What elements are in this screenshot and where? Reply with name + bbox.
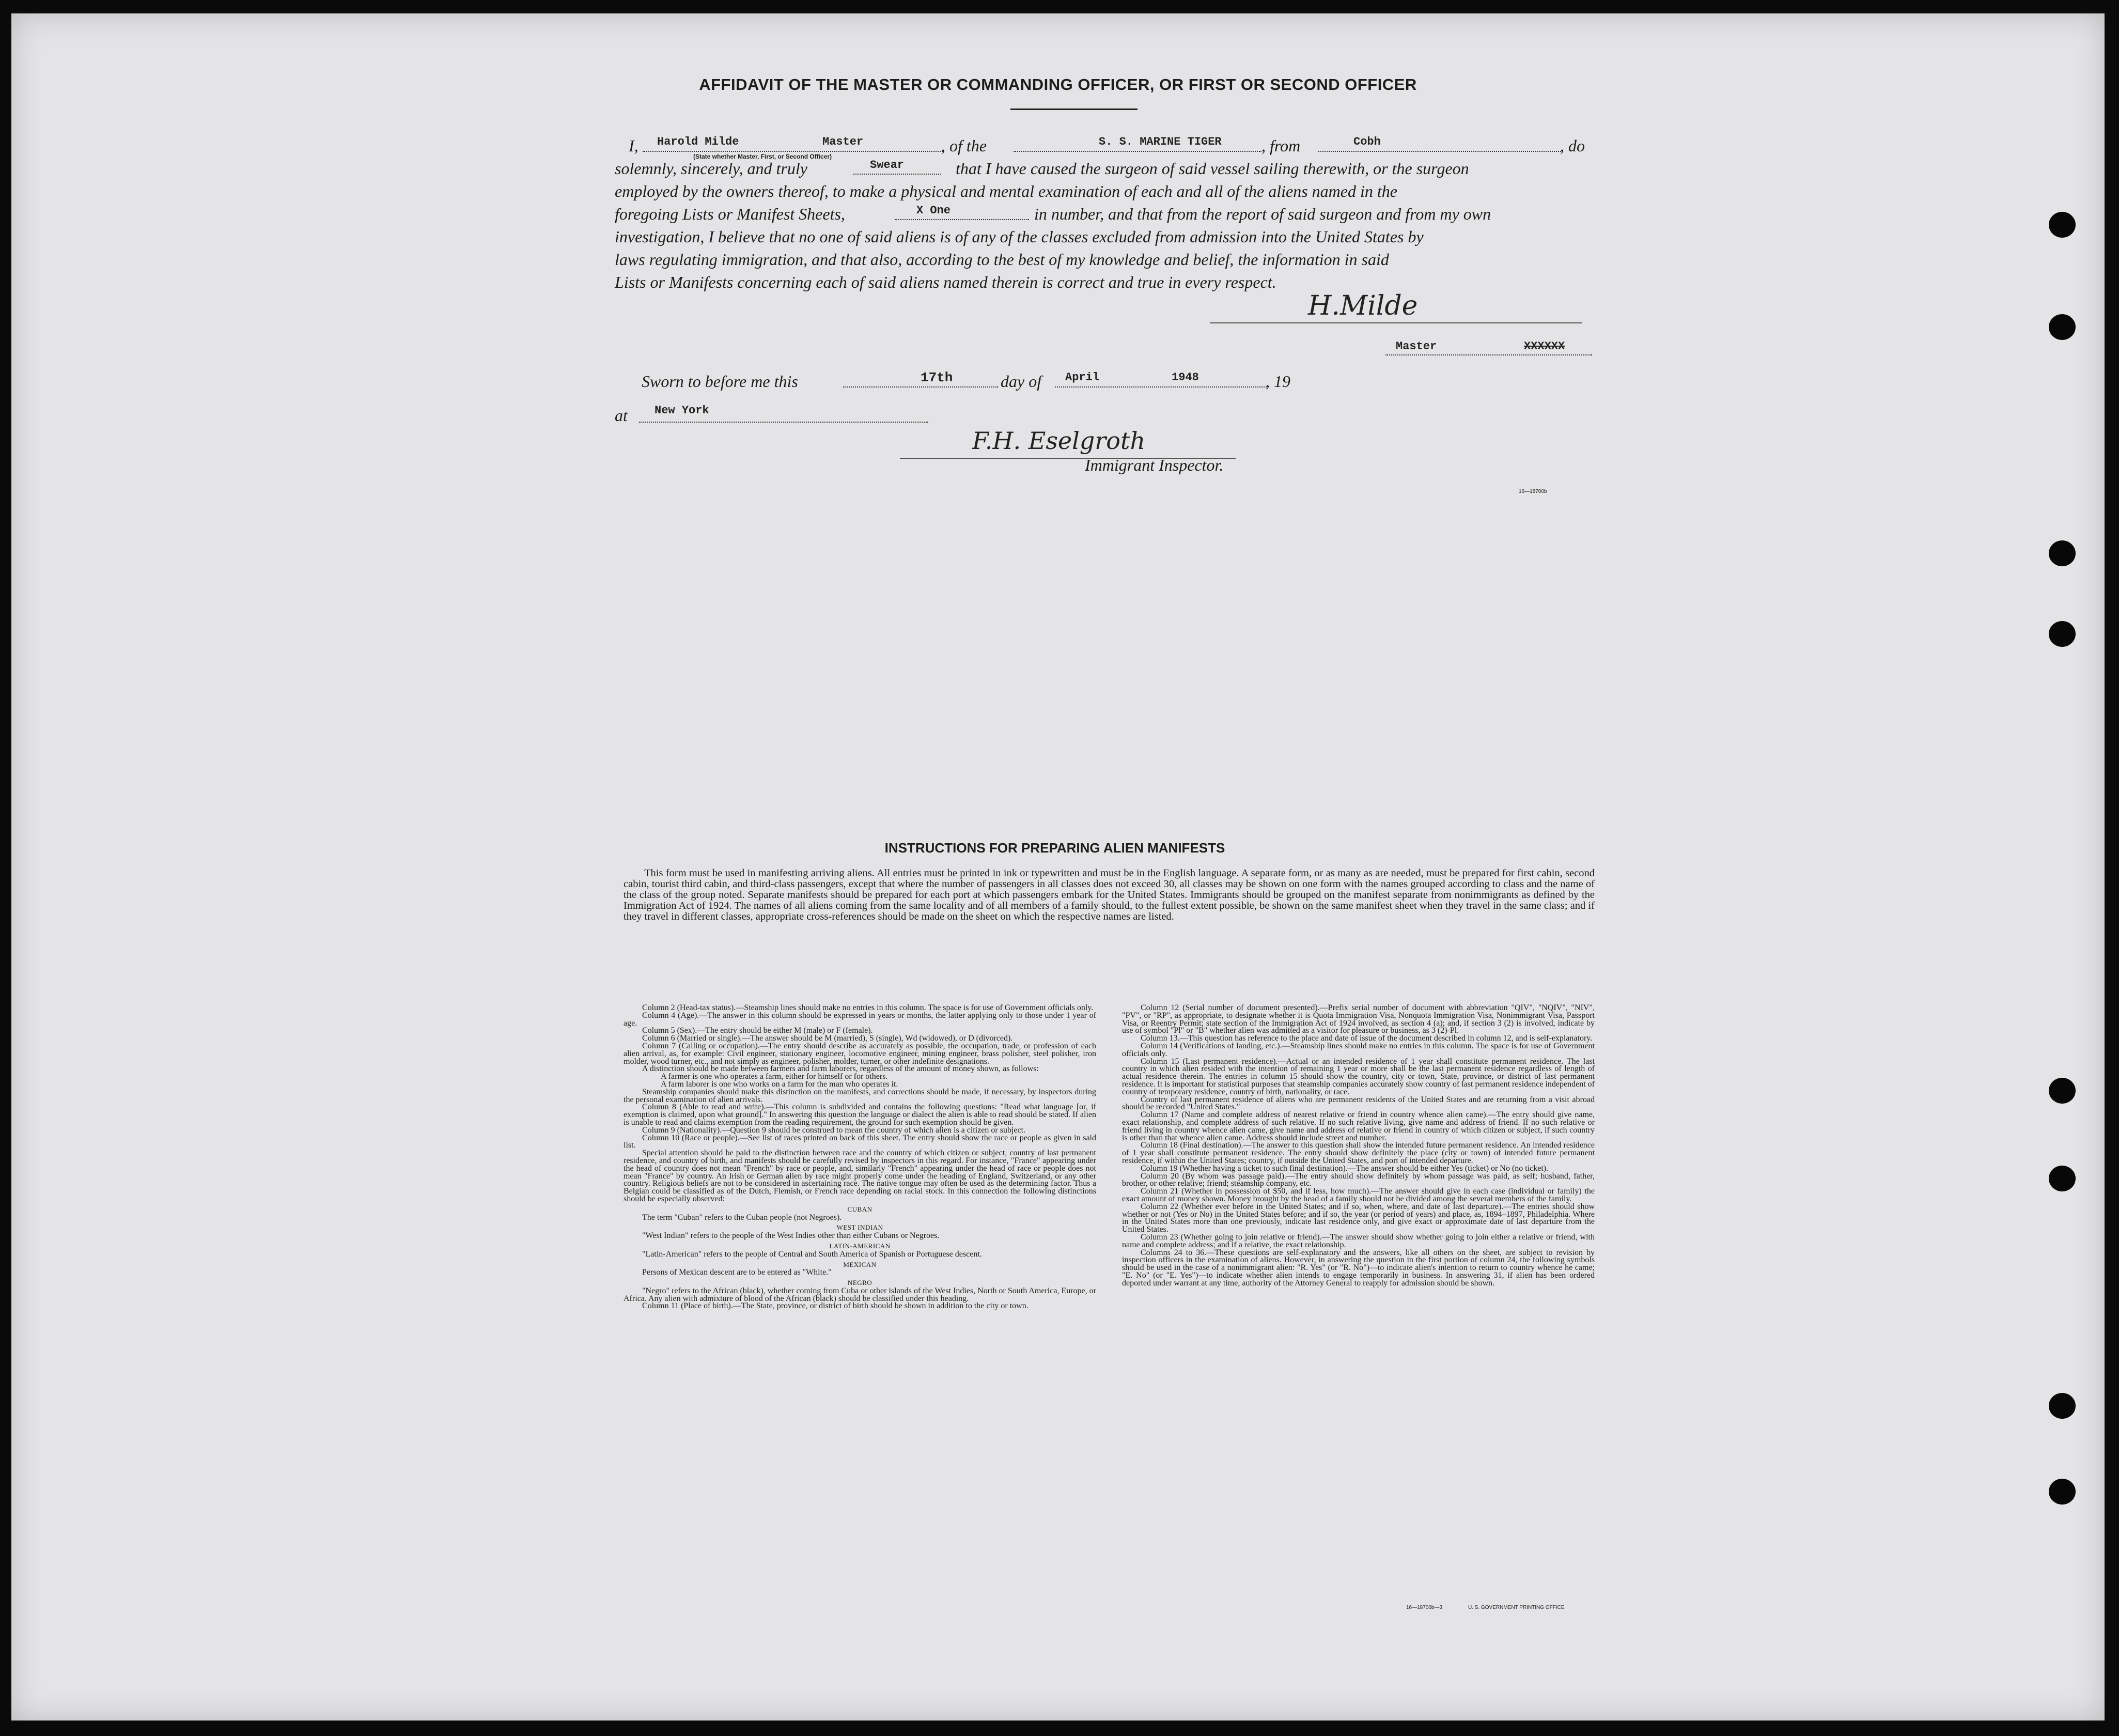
- col10-instruction: Column 10 (Race or people).—See list of races printed on back of this sheet. The entry should show the race or people as given in said list.: [624, 1133, 1096, 1150]
- col19-instruction: Column 19 (Whether having a ticket to such final destination).—The answer should be either Yes (ticket) or No (no ticket).: [1141, 1164, 1549, 1173]
- col20-instruction: Column 20 (By whom was passage paid).—The entry should show definitely by whom passage was paid, as self; husband, father, brother, or other relative; friend; steamship company, etc.: [1122, 1171, 1595, 1188]
- farm-distinction: A distinction should be made between farmers and farm laborers, regardless of the amount of money shown, as follows:: [642, 1064, 1039, 1074]
- affidavit-i: I,: [629, 136, 638, 155]
- document-sheet: [11, 13, 2105, 1721]
- do-text: , do: [1560, 136, 1585, 155]
- line5: investigation, I believe that no one of said aliens is of any of the classes excluded from admission into the United States by: [615, 227, 1424, 246]
- col23-instruction: Column 23 (Whether going to join relative or friend).—The answer should show whether going to join either a relative or friend, with name and complete address; and if a relative, the exact relationship.: [1122, 1232, 1595, 1249]
- month-line: [1055, 386, 1267, 388]
- line4a: foregoing Lists or Manifest Sheets,: [615, 205, 845, 223]
- instructions-intro: [624, 868, 1595, 922]
- col22-instruction: Column 22 (Whether ever before in the United States; and if so, when, where, and date of last departure).—The entries should show whether or not (Yes or No) in the United States before; and if so, the year (or period of years) and place, as, 1894–1897, Philadelphia. Where in the United States more than one previously, indicate last residence only, and give exact or approximate date of last departure from the United States.: [1122, 1202, 1595, 1234]
- negro-definition: "Negro" refers to the African (black), whether coming from Cuba or other islands of the West Indies, North or South America, Europe, or Africa. Any alien with admixture of blood of the African (black) should be classified under this heading.: [624, 1286, 1096, 1303]
- comma-19: , 19: [1266, 372, 1290, 391]
- col11-instruction: Column 11 (Place of birth).—The State, province, or district of birth should be shown in addition to the city or town.: [642, 1301, 1029, 1311]
- col4-instruction: Column 4 (Age).—The answer in this column should be expressed in years or months, the latter applying only to those under 1 year of age.: [624, 1011, 1096, 1028]
- col9-instruction: Column 9 (Nationality).—Question 9 should be construed to mean the country of which alien is a citizen or subject.: [642, 1125, 1026, 1135]
- intro-paragraph: This form must be used in manifesting arriving aliens. All entries must be printed in ink or typewritten and must be in the English language. A separate form, or as many as are needed, must be prepared for first cabin, second cabin, tourist third cabin, and third-class passengers, except that where the number of passengers in all classes does not exceed 30, all classes may be shown on one form with the names grouped according to class and the name of the class of the group noted. Separate manifests should be prepared for each port at which passengers embark for the United States. Immigrants should be grouped on the manifest separate from nonimmigrants as defined by the Immigration Act of 1924. The names of all aliens coming from the same locality and of all members of a family should, to the fullest extent possible, be shown on the same manifest sheet when they travel in the same class; and if they travel in different classes, appropriate cross-references should be made on the sheet on which the respective names are listed.: [624, 867, 1595, 922]
- punch-hole: [2049, 1078, 2076, 1104]
- day-line: [843, 386, 998, 388]
- at-text: at: [615, 406, 628, 425]
- col5-instruction: Column 5 (Sex).—The entry should be either M (male) or F (female).: [642, 1026, 873, 1035]
- punch-hole: [2049, 212, 2076, 238]
- form-number: 16—18700b: [1519, 489, 1547, 494]
- col13-instruction: Column 13.—This question has reference to the place and date of issue of the document described in column 12, and is self-explanatory.: [1141, 1034, 1593, 1043]
- line2-rest: that I have caused the surgeon of said vessel sailing therewith, or the surgeon: [956, 159, 1469, 178]
- col7-instruction: Column 7 (Calling or occupation).—The entry should describe as accurately as possible, the occupation, trade, or profession of each alien arrival, as, for example: Civil engineer, stationary engineer, locomotive engineer, mining engineer, brass polisher, steel polisher, iron molder, wood turner, etc., and not simply as engineer, polisher, molder, turner, or other indefinite designations.: [624, 1041, 1096, 1066]
- line6: laws regulating immigration, and that also, according to the best of my knowledge and belief, the information in said: [615, 250, 1389, 269]
- col18-instruction: Column 18 (Final destination).—The answer to this question shall show the intended future permanent residence. An intended residence of 1 year shall constitute permanent residence. The entry should show definitely the place (city or town) of intended future permanent residence, if within the United States; country, if outside the United States, and port of intended departure.: [1122, 1141, 1595, 1165]
- col8-instruction: Column 8 (Able to read and write).—This column is subdivided and contains the following questions: "Read what language [or, if exemption is claimed, upon what ground]." In answering this question the language or dialect the alien is able to read should be stated. If alien is unable to read and claims exemption from the reading requirement, the ground for such exemption should be given.: [624, 1103, 1096, 1127]
- master-signature-line: [1210, 322, 1582, 323]
- day-of-text: day of: [1001, 372, 1042, 391]
- col2-instruction: Column 2 (Head-tax status).—Steamship lines should make no entries in this column. The space is for use of Government officials only.: [642, 1003, 1094, 1012]
- vessel-name: S. S. MARINE TIGER: [1099, 135, 1222, 148]
- col6-instruction: Column 6 (Married or single).—The answer should be M (married), S (single), Wd (widowed), or D (divorced).: [642, 1034, 1013, 1043]
- punch-hole: [2049, 1393, 2076, 1419]
- col17-instruction: Column 17 (Name and complete address of nearest relative or friend in country whence alien came).—The entry should give name, exact relationship, and complete address of such relative. If no such relative living, give name and address of friend. If no such relative or friend living in country whence alien came, give name and address of relative or friend in country of which citizen or subject, if such country is other than that whence alien came. Address should include street and number.: [1122, 1110, 1595, 1142]
- punch-hole: [2049, 1479, 2076, 1505]
- cuban-definition: The term "Cuban" refers to the Cuban people (not Negroes).: [642, 1213, 842, 1222]
- cuban-heading: CUBAN: [847, 1205, 872, 1213]
- struck-title: XXXXXX: [1524, 340, 1565, 353]
- inspector-signature: F.H. Eselgroth: [972, 427, 1146, 455]
- mexican-heading: MEXICAN: [843, 1260, 877, 1268]
- port-line: [1318, 151, 1561, 152]
- title-rule: [1010, 109, 1138, 110]
- col24-36-instruction: Columns 24 to 36.—These questions are self-explanatory and the answers, like all others on the sheet, are subject to revision by inspection officers in the examination of aliens. However, in answering the question in the first portion of column 24, the following symbols should be used in the case of a nonimmigrant alien: "R. Yes" (or "R. No")—to indicate alien's intention to return to country whence he came; "E. No" (or "E. Yes")—to indicate whether alien intends to engage temporarily in business. In answering 31, if alien has been ordered deported under warrant at any time, authority of the Attorney General to reapply for admission should be shown.: [1122, 1248, 1595, 1288]
- line3: employed by the owners thereof, to make a physical and mental examination of each and all of the aliens named in the: [615, 182, 1397, 200]
- oath-word: Swear: [870, 159, 905, 172]
- farm-laborer-definition: A farm laborer is one who works on a farm for the man who operates it.: [661, 1079, 898, 1089]
- col12-instruction: Column 12 (Serial number of document presented).—Prefix serial number of document with abbreviation "QIV", "NQIV", "NIV", "PV", or "RP", as appropriate, to designate whether it is Quota Immigration Visa, Nonquota Immigration Visa, Nonimmigrant Visa, Passport Visa, or Reentry Permit; state section of the Immigration Act of 1924 involved, as section 4 (a); and, if section 3 (2) is involved, indicate by use of symbol "Pl" or "B" whether alien was admitted as a visitor for pleasure or business, as 3 (2)-Pl.: [1122, 1003, 1595, 1035]
- punch-hole: [2049, 1166, 2076, 1191]
- latin-american-heading: LATIN-AMERICAN: [829, 1242, 891, 1250]
- instructions-title: INSTRUCTIONS FOR PREPARING ALIEN MANIFESTS: [884, 840, 1225, 856]
- instructions-right-column: [1122, 1004, 1595, 1287]
- inspector-title: Immigrant Inspector.: [1085, 456, 1224, 474]
- solemnly-text: solemnly, sincerely, and truly: [615, 159, 807, 178]
- instructions-left-column: [624, 1004, 1096, 1310]
- punch-hole: [2049, 314, 2076, 340]
- line7: Lists or Manifests concerning each of said aliens named therein is correct and true in every respect.: [615, 273, 1276, 291]
- sworn-day: 17th: [921, 370, 953, 385]
- punch-hole: [2049, 540, 2076, 566]
- place-line: [639, 422, 928, 423]
- title-line: [1385, 354, 1592, 355]
- sheets-line: [895, 219, 1029, 220]
- officer-name: Harold Milde: [657, 135, 739, 148]
- vessel-line: [1014, 151, 1261, 152]
- affidavit-title: AFFIDAVIT OF THE MASTER OR COMMANDING OFFICER, OR FIRST OR SECOND OFFICER: [699, 75, 1417, 94]
- race-distinction: Special attention should be paid to the distinction between race and the country of which citizen or subject, country of last permanent residence, and country of birth, and manifests should be carefully revised by inspectors in this regard. For instance, "France" appearing under the head of country does not mean "French" by race or people, and, similarly "French" appearing under the head of race or people does not mean "France" by country. An Irish or German alien by race might properly come under the heading of England, Switzerland, or any other country. Religious beliefs are not to be considered in ascertaining race. The native tongue may often be used as the determining factor. Thus a Belgian could be classified as of the Dutch, Flemish, or French race depending on racial stock. In this connection the following distinctions should be especially observed:: [624, 1149, 1096, 1203]
- signer-title: Master: [1396, 340, 1437, 353]
- steamship-distinction: Steamship companies should make this distinction on the manifests, and corrections should be made, if necessary, by inspectors during the personal examination of alien arrivals.: [624, 1087, 1096, 1104]
- name-line: [643, 151, 944, 152]
- west-indian-heading: WEST INDIAN: [836, 1223, 883, 1232]
- from-text: , from: [1261, 136, 1301, 155]
- sheets-count: X One: [916, 204, 951, 217]
- sworn-month: April: [1065, 371, 1100, 384]
- sworn-year: 1948: [1172, 371, 1199, 384]
- farmer-definition: A farmer is one who operates a farm, either for himself or for others.: [661, 1072, 888, 1081]
- master-signature: H.Milde: [1308, 290, 1418, 321]
- port-name: Cobh: [1353, 135, 1381, 148]
- mexican-definition: Persons of Mexican descent are to be entered as "White.": [642, 1268, 832, 1277]
- col15-instruction: Column 15 (Last permanent residence).—Actual or an intended residence of 1 year shall constitute permanent residence. The last country in which alien resided with the intention of remaining 1 year or more shall be the last permanent residence regardless of length of actual residence therein. The entries in column 15 should show the country, city or town, State, province, or district of last permanent residence. It is important for statistical purposes that steamship companies accurately show country of last permanent residence independent of country of temporary residence, country of birth, nationality, or race.: [1122, 1057, 1595, 1096]
- sworn-text: Sworn to before me this: [642, 372, 798, 391]
- footer-form-number: 16—18700b—3: [1406, 1605, 1443, 1610]
- place: New York: [655, 404, 709, 417]
- of-the-text: , of the: [941, 136, 987, 155]
- officer-rank: Master: [822, 135, 864, 148]
- rank-note: (State whether Master, First, or Second Officer): [693, 153, 832, 160]
- col21-instruction: Column 21 (Whether in possession of $50, and if less, how much).—The answer should give in each case (individual or family) the exact amount of money shown. Money brought by the head of a family should not be divided among the several members of the family.: [1122, 1187, 1595, 1203]
- latin-american-definition: "Latin-American" refers to the people of Central and South America of Spanish or Portuguese descent.: [642, 1249, 982, 1259]
- col14-instruction: Column 14 (Verifications of landing, etc.).—Steamship lines should make no entries in this column. The space is for use of Government officials only.: [1122, 1041, 1595, 1058]
- punch-hole: [2049, 621, 2076, 647]
- footer-printer: U. S. GOVERNMENT PRINTING OFFICE: [1468, 1605, 1565, 1610]
- residence-note: Country of last permanent residence of aliens who are permanent residents of the United States and are returning from a visit abroad should be recorded "United States.": [1122, 1095, 1595, 1112]
- line4b: in number, and that from the report of said surgeon and from my own: [1034, 205, 1491, 223]
- negro-heading: NEGRO: [847, 1279, 872, 1287]
- oath-line: [853, 174, 941, 175]
- west-indian-definition: "West Indian" refers to the people of the West Indies other than either Cubans or Negroes.: [642, 1231, 940, 1241]
